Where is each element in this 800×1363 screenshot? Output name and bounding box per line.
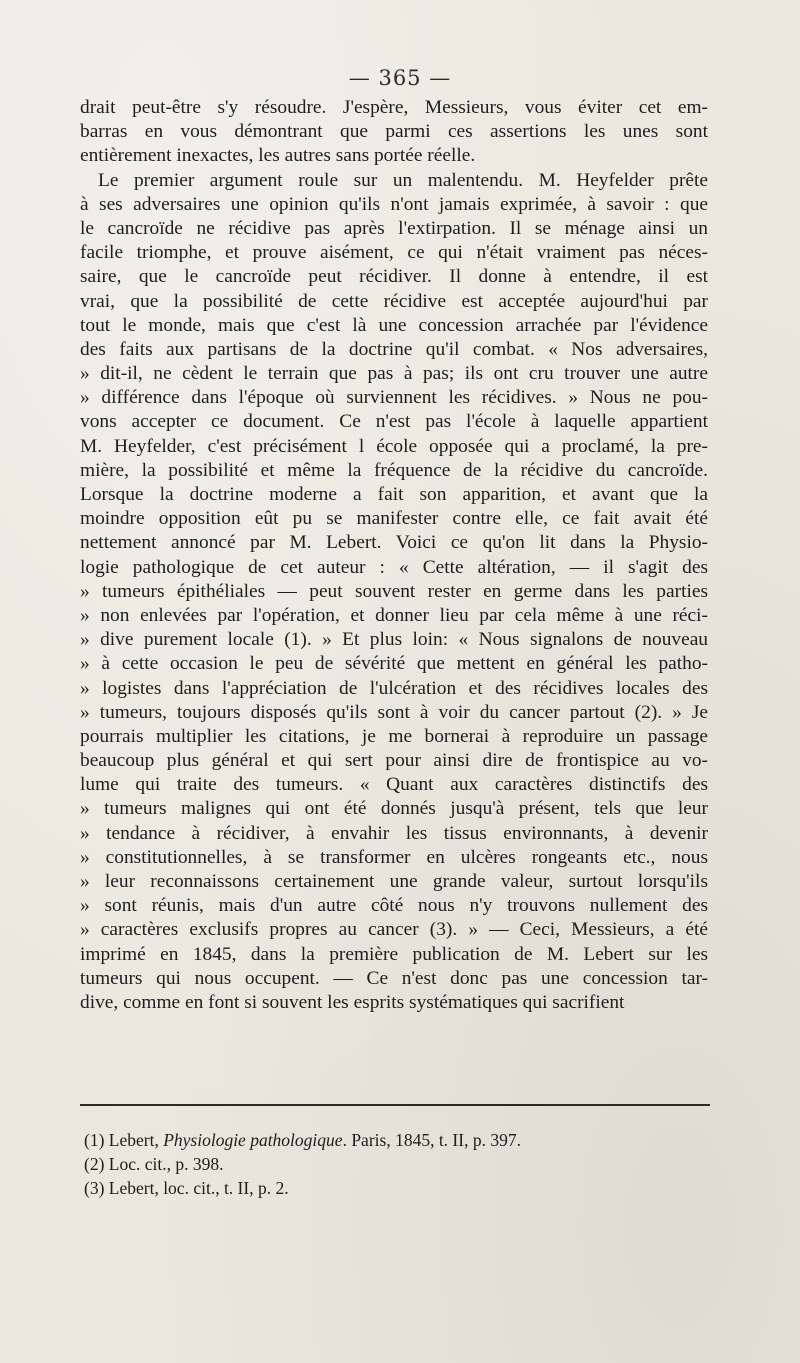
text-line: » tumeurs, toujours disposés qu'ils sont à voir du cancer partout (2). » Je (80, 701, 708, 723)
text-line: M. Heyfelder, c'est précisément l école opposée qui a proclamé, la pre- (80, 435, 708, 457)
text-line: tumeurs qui nous occupent. — Ce n'est donc pas une concession tar- (80, 967, 708, 989)
text-line: » sont réunis, mais d'un autre côté nous n'y trouvons nullement des (80, 895, 708, 917)
text-line: vons accepter ce document. Ce n'est pas l'école à laquelle appartient (80, 411, 708, 433)
text-line: mière, la possibilité et même la fréquence de la récidive du cancroïde. (80, 459, 708, 481)
text-line: des faits aux partisans de la doctrine qu'il combat. « Nos adversaires, (80, 338, 708, 360)
text-line: vrai, que la possibilité de cette récidive est acceptée aujourd'hui par (80, 290, 708, 312)
text-line: Le premier argument roule sur un malentendu. M. Heyfelder prête (98, 169, 708, 191)
text-line: Lorsque la doctrine moderne a fait son apparition, et avant que la (80, 484, 708, 505)
text-line: dive, comme en font si souvent les esprits systématiques qui sacrifient (80, 991, 625, 1013)
text-line: » dit-il, ne cèdent le terrain que pas à pas; ils ont cru trouver une autre (80, 363, 708, 385)
text-line: à ses adversaires une opinion qu'ils n'ont jamais exprimée, à savoir : que (80, 193, 708, 215)
text-line: le cancroïde ne récidive pas après l'extirpation. Il se ménage ainsi un (80, 217, 708, 239)
text-line: tout le monde, mais que c'est là une concession arrachée par l'évidence (80, 314, 708, 336)
footnote (84, 1152, 704, 1176)
footnotes (84, 1128, 704, 1200)
text-line: moindre opposition eût pu se manifester contre elle, ce fait avait été (80, 508, 708, 530)
text-line: » tendance à récidiver, à envahir les tissus environnants, à devenir (80, 822, 708, 844)
footnote-suffix: . Paris, 1845, t. II, p. 397. (342, 1130, 521, 1150)
text-line: » logistes dans l'appréciation de l'ulcération et des récidives locales des (80, 677, 708, 699)
text-line: » non enlevées par l'opération, et donner lieu par cela même à une réci- (80, 604, 708, 626)
text-line: pourrais multiplier les citations, je me bornerai à reproduire un passage (80, 725, 708, 747)
text-line: entièrement inexactes, les autres sans portée réelle. (80, 145, 476, 167)
text-line: » tumeurs épithéliales — peut souvent rester en germe dans les parties (80, 580, 708, 602)
text-line: imprimé en 1845, dans la première publication de M. Lebert sur les (80, 943, 708, 965)
text-line: lume qui traite des tumeurs. « Quant aux caractères distinctifs des (80, 774, 708, 796)
text-line: beaucoup plus général et qui sert pour ainsi dire de frontispice au vo- (80, 750, 708, 772)
text-line: » à cette occasion le peu de sévérité que mettent en général les patho- (80, 653, 708, 675)
text-line: » dive purement locale (1). » Et plus loin: « Nous signalons de nouveau (80, 629, 708, 651)
text-line: » leur reconnaissons certainement une grande valeur, surtout lorsqu'ils (80, 871, 708, 892)
body-text (80, 96, 708, 1015)
text-line: » caractères exclusifs propres au cancer (3). » — Ceci, Messieurs, a été (80, 919, 708, 941)
footnote (84, 1176, 704, 1200)
footnote (84, 1128, 704, 1152)
text-line: saire, que le cancroïde peut récidiver. Il donne à entendre, il est (80, 266, 708, 288)
text-line: » différence dans l'époque où surviennent les récidives. » Nous ne pou- (80, 387, 708, 409)
text-line: facile triomphe, et prouve aisément, ce qui n'était vraiment pas néces- (80, 242, 708, 264)
footnote-text: (1) Lebert, (84, 1130, 164, 1150)
text-line: » constitutionnelles, à se transformer en ulcères rongeants etc., nous (80, 846, 708, 868)
page-number: — 365 — (348, 66, 452, 90)
footnote-text: (2) Loc. cit., p. 398. (84, 1154, 224, 1174)
footnote-text: (3) Lebert, loc. cit., t. II, p. 2. (84, 1178, 289, 1198)
text-line: » tumeurs malignes qui ont été donnés jusqu'à présent, tels que leur (80, 798, 708, 820)
text-line: barras en vous démontrant que parmi ces assertions les unes sont (80, 121, 708, 143)
footnote-title: Physiologie pathologique (163, 1130, 343, 1150)
text-line: drait peut-être s'y résoudre. J'espère, Messieurs, vous éviter cet em- (80, 97, 708, 118)
text-line: nettement annoncé par M. Lebert. Voici ce qu'on lit dans la Physio- (80, 532, 708, 554)
footnote-divider (80, 1104, 710, 1106)
text-line: logie pathologique de cet auteur : « Cette altération, — il s'agit des (80, 556, 708, 578)
